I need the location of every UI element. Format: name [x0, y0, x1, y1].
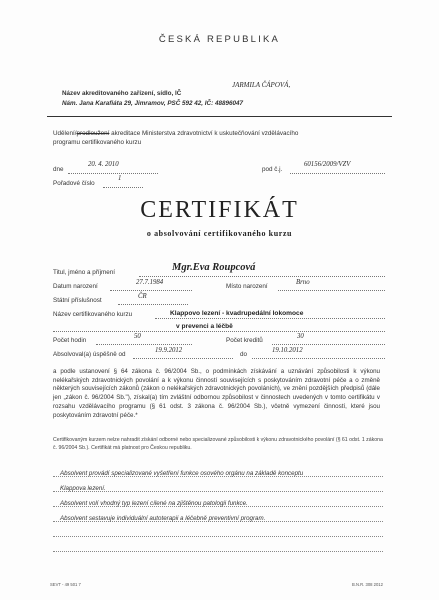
credits-label: Počet kreditů	[226, 337, 263, 344]
name-label: Titul, jméno a příjmení	[53, 269, 116, 276]
date-label: dne	[53, 166, 64, 173]
footer-left: SEVT - 49 501 7	[50, 582, 81, 587]
ref-label: pod č.j.	[262, 166, 283, 173]
order-value: 1	[118, 175, 122, 182]
ref-dotline	[290, 173, 385, 174]
date-dotline	[68, 173, 158, 174]
citizenship-label: Státní příslušnost	[53, 297, 102, 304]
birthdate-label: Datum narození	[53, 283, 98, 290]
facility-address: Nám. Jana Karafiáta 29, Jimramov, PSČ 592 42, IČ: 48896047	[62, 100, 243, 107]
course-name-line-2: v prevenci a léčbě	[176, 323, 233, 330]
passed-to-value: 19.10.2012	[272, 347, 303, 354]
footer-right: B.N.R. 308 2012	[352, 582, 383, 587]
activity-item: Absolvent provádí specializované vyšetření funkce osového orgánu na základě konceptu	[60, 470, 304, 477]
citizenship-dotline	[118, 304, 188, 305]
hours-value: 50	[134, 333, 141, 340]
course-name-line-1: Klappovo lezení - kvadrupedální lokomoce	[170, 310, 304, 317]
accreditation-prefix: Udělení/	[53, 130, 77, 137]
person-name: Mgr.Eva Roupcová	[172, 262, 256, 273]
activity-line	[53, 551, 383, 552]
birthdate-value: 27.7.1984	[136, 279, 164, 286]
birthdate-dotline	[110, 290, 192, 291]
facility-name: JARMILA ČÁPOVÁ,	[232, 81, 291, 89]
accreditation-line-1	[53, 130, 298, 137]
credits-value: 30	[297, 333, 304, 340]
accreditation-line-2: programu certifikovaného kurzu	[53, 139, 142, 146]
birthplace-dotline	[278, 290, 385, 291]
legal-paragraph: a podle ustanovení § 64 zákona č. 96/2004 Sb., o podmínkách získávání a uznávání způsobilosti k výkonu nelékařských zdravotnických povolání a k výkonu činností souvisejících s poskytováním zdravotní péče a o změně některých souvisejících zákonů (zákon o nelékařských zdravotnických povoláních), ve znění pozdějších předpisů (dále jen „zákon č. 96/2004 Sb."), získal(a) tím zvláštní odbornou způsobilost v činnostech uvedených v tomto certifikátu v rozsahu vzdělávacího programu (§ 61 odst. 3 zákona č. 96/2004 Sb.), včetně vymezení činností, které jsou poskytováním zdravotní péče.*	[53, 368, 380, 419]
activity-item: Absolvent sestavuje individuální autoterapii a léčebně preventivní program.	[60, 515, 266, 522]
citizenship-value: ČR	[138, 293, 147, 300]
ref-value: 60156/2009/VZV	[304, 161, 351, 168]
certificate-title: CERTIFIKÁT	[140, 197, 299, 223]
date-value: 20. 4. 2010	[88, 161, 119, 168]
header-divider	[47, 116, 392, 117]
name-dotline	[139, 276, 385, 277]
order-dotline	[103, 187, 143, 188]
course-label: Název certifikovaného kurzu	[53, 311, 133, 318]
passed-to-label: do	[240, 351, 248, 358]
certificate-subtitle: o absolvování certifikovaného kurzu	[146, 229, 293, 238]
passed-to-dotline	[252, 358, 385, 359]
hours-label: Počet hodin	[53, 337, 87, 344]
activity-item: Absolvent volí vhodný typ lezení cílené na zjištěnou patologii funkce.	[60, 500, 248, 507]
order-label: Pořadové číslo	[53, 180, 95, 187]
activity-item: Klappova lezení.	[60, 485, 106, 492]
hours-dotline	[96, 344, 192, 345]
birthplace-value: Brno	[296, 279, 310, 286]
course-dotline-1	[155, 318, 385, 319]
accreditation-suffix: akreditace Ministerstva zdravotnictví k uskutečňování vzdělávacího	[109, 130, 299, 137]
course-dotline-2	[53, 331, 385, 332]
facility-label: Název akreditovaného zařízení, sídlo, IČ	[62, 90, 182, 97]
birthplace-label: Místo narození	[226, 283, 268, 290]
accreditation-struck-word: prodloužení	[76, 130, 110, 137]
legal-note: Certifikovaným kurzem nelze nahradit získání odborné nebo specializované způsobilosti k výkonu zdravotnického povolání (§ 61 odst. 1 zákona č. 96/2004 Sb.). Certifikát má platnost pro Českou republiku.	[53, 437, 383, 451]
passed-from-label: Absolvoval(a) úspěšně od	[53, 351, 126, 358]
activity-line	[53, 536, 383, 537]
passed-from-value: 19.9.2012	[155, 347, 183, 354]
country-heading: ČESKÁ REPUBLIKA	[158, 34, 281, 45]
credits-dotline	[272, 344, 385, 345]
passed-from-dotline	[133, 358, 233, 359]
